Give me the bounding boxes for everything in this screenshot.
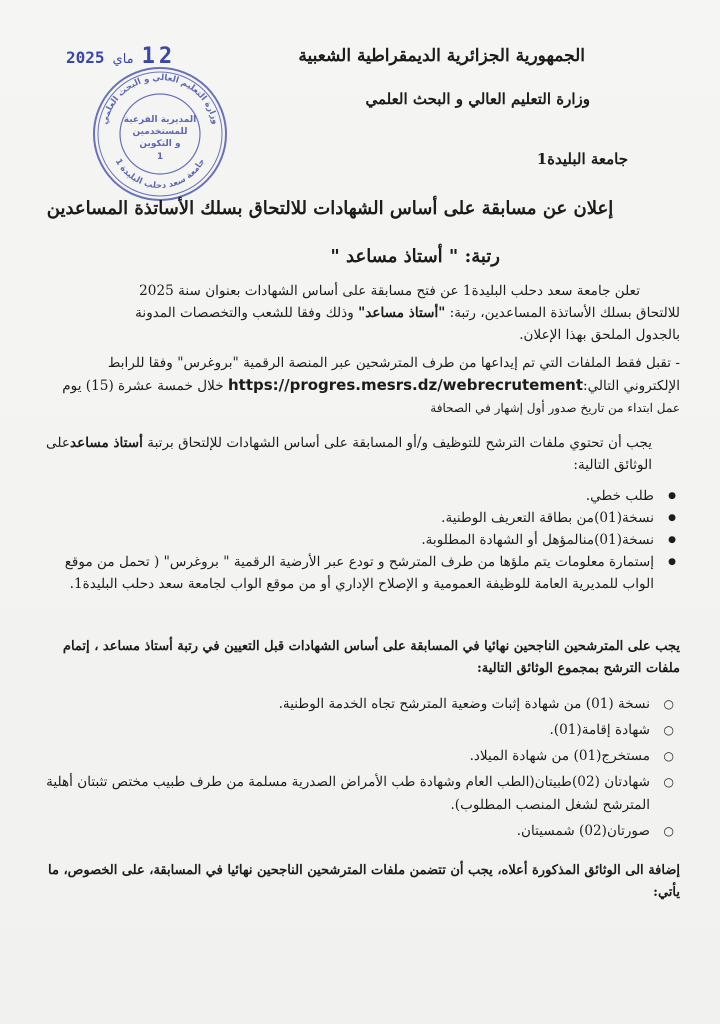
- addition-note: إضافة الى الوثائق المذكورة أعلاه، يجب أن تتضمن ملفات المترشحين الناجحين نهائيا في المسابقة، على الخصوص، ما يأتي:: [48, 863, 680, 900]
- university-name: جامعة البليدة1: [536, 150, 628, 168]
- list-item: ● نسخة(01)منالمؤهل أو الشهادة المطلوبة.: [40, 529, 680, 551]
- date-year: 2025: [66, 48, 105, 67]
- platform-line3: عمل ابتداء من تاريخ صدور أول إشهار في الصحافة: [430, 401, 680, 415]
- intro-paragraph: [40, 280, 680, 346]
- platform-paragraph: [40, 352, 680, 419]
- intro-line2: للالتحاق بسلك الأساتذة المساعدين، رتبة: "أستاذ مساعد" وذلك وفقا للشعب والتخصصات المدونة: [135, 305, 680, 321]
- republic-heading: الجمهورية الجزائرية الديمقراطية الشعبية: [298, 46, 585, 66]
- platform-line1: - تقبل فقط الملفات التي تم إيداعها من طرف المترشحين عبر المنصة الرقمية "بروغرس" وفقا للرابط: [107, 355, 680, 371]
- stamp-line1: المديرية الفرعية: [123, 115, 197, 125]
- list-item: ○ صورتان(02) شمسيتان.: [40, 820, 680, 843]
- stamp-line2: للمستخدمين: [132, 127, 188, 137]
- requirement-paragraph: يجب أن تحتوي ملفات الترشح للتوظيف و/أو المسابقة على أساس الشهادات للإلتحاق برتبة أستاذ مساعدعلى الوثائق التالية:: [46, 435, 652, 473]
- rank-heading: رتبة: " أستاذ مساعد ": [330, 246, 500, 267]
- intro-line3: بالجدول الملحق بهذا الإعلان.: [519, 327, 680, 343]
- intro-line1: تعلن جامعة سعد دحلب البليدة1 عن فتح مسابقة على أساس الشهادات بعنوان سنة 2025: [139, 283, 640, 299]
- list-item: ● إستمارة معلومات يتم ملؤها من طرف المترشح و تودع عبر الأرضية الرقمية " بروغرس" ( تحمل من موقع الواب للمديرية العامة للوظيفة العمومية و الإصلاح الإداري أو من موقع الواب لجامعة سعد دحلب البليدة1.: [40, 551, 680, 595]
- list-item: ○ مستخرج(01) من شهادة الميلاد.: [40, 745, 680, 768]
- final-documents-list: [40, 693, 680, 846]
- ministry-heading: وزارة التعليم العالي و البحث العلمي: [365, 90, 590, 108]
- stamp-line3: و التكوين: [139, 139, 181, 149]
- list-item: ○ نسخة (01) من شهادة إثبات وضعية المترشح تجاه الخدمة الوطنية.: [40, 693, 680, 716]
- stamp-line4: 1: [156, 152, 164, 162]
- list-item: ● نسخة(01)من بطاقة التعريف الوطنية.: [40, 507, 680, 529]
- announcement-title: إعلان عن مسابقة على أساس الشهادات للالتحاق بسلك الأساتذة المساعدين: [46, 198, 614, 219]
- platform-line2: الإلكتروني التالي:https://progres.mesrs.dz/webrecrutement خلال خمسة عشرة (15) يوم: [62, 376, 680, 394]
- list-item: ○ شهادتان (02)طبيتان(الطب العام وشهادة طب الأمراض الصدرية مسلمة من طرف طبيب مختص تثبتان أهلية المترشح لشغل المنصب المطلوب).: [40, 771, 680, 817]
- stamp-outer-text: وزارة التعليم العالي و البحث العلمي: [99, 72, 221, 126]
- platform-url-link[interactable]: https://progres.mesrs.dz/webrecrutement: [227, 376, 583, 394]
- official-stamp: [90, 64, 230, 204]
- list-item: ○ شهادة إقامة(01).: [40, 719, 680, 742]
- successful-candidates-note: يجب على المترشحين الناجحين نهائيا في المسابقة على أساس الشهادات قبل التعيين في رتبة أستاذ مساعد ، إتمام ملفات الترشح بمجموع الوثائق التالية:: [62, 639, 680, 676]
- stamp-outer-bottom: جامعة سعد دحلب البليدة 1: [112, 157, 208, 192]
- list-item: ● طلب خطي.: [40, 485, 680, 507]
- date-day: 12: [141, 44, 177, 69]
- date-month: ماي: [112, 52, 134, 67]
- documents-list: [40, 485, 680, 595]
